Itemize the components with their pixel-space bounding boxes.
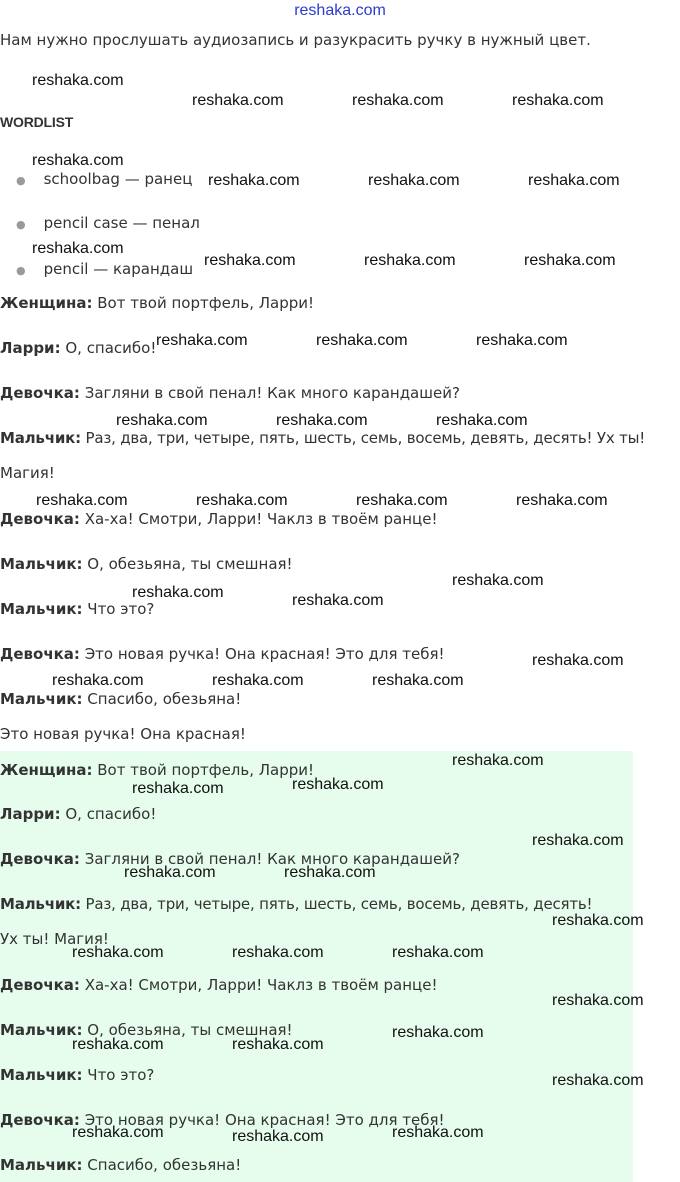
wordlist-heading: WORDLIST [0, 114, 74, 130]
site-title[interactable]: reshaka.com [294, 2, 386, 19]
answer-line: Это новая ручка! Она красная! [0, 725, 246, 743]
watermark: reshaka.com [532, 832, 624, 849]
speaker: Девочка: [0, 976, 80, 994]
watermark: reshaka.com [36, 492, 128, 509]
line-text: Загляни в свой пенал! Как много карандашей? [79, 384, 460, 402]
speaker: Ларри: [0, 805, 61, 823]
wordlist-item-text: pencil — карандаш [43, 260, 194, 278]
dialogue-line [0, 645, 445, 663]
answer-dialogue-continuation: Ух ты! Магия! [0, 930, 109, 948]
speaker: Девочка: [0, 645, 80, 663]
watermark: reshaka.com [196, 492, 288, 509]
dialogue-line [0, 555, 293, 573]
line-text: Вот твой портфель, Ларри! [92, 294, 315, 312]
watermark: reshaka.com [32, 152, 124, 169]
watermark: reshaka.com [452, 752, 544, 769]
watermark: reshaka.com [528, 172, 620, 189]
line-text: Спасибо, обезьяна! [82, 1156, 242, 1174]
watermark: reshaka.com [512, 92, 604, 109]
dialogue-line-continuation: Магия! [0, 464, 55, 482]
watermark: reshaka.com [72, 944, 164, 961]
speaker: Мальчик: [0, 429, 81, 447]
wordlist-item [16, 170, 192, 188]
watermark: reshaka.com [292, 776, 384, 793]
bullet-icon: ● [16, 174, 26, 187]
line-text: Раз, два, три, четыре, пять, шесть, семь, восемь, девять, десять! [80, 895, 593, 913]
speaker: Мальчик: [0, 690, 83, 708]
wordlist-item-text: schoolbag — ранец [43, 170, 193, 188]
watermark: reshaka.com [208, 172, 300, 189]
line-text: Вот твой портфель, Ларри! [92, 761, 315, 779]
watermark: reshaka.com [72, 1124, 164, 1141]
watermark: reshaka.com [476, 332, 568, 349]
wordlist-item [16, 214, 200, 232]
watermark: reshaka.com [192, 92, 284, 109]
bullet-icon: ● [16, 264, 26, 277]
line-text: О, обезьяна, ты смешная! [82, 1021, 293, 1039]
watermark: reshaka.com [524, 252, 616, 269]
answer-dialogue-line [0, 976, 438, 994]
watermark: reshaka.com [232, 1128, 324, 1145]
watermark: reshaka.com [132, 780, 224, 797]
watermark: reshaka.com [32, 240, 124, 257]
watermark: reshaka.com [292, 592, 384, 609]
watermark: reshaka.com [204, 252, 296, 269]
watermark: reshaka.com [132, 584, 224, 601]
line-text: Что это? [82, 600, 155, 618]
watermark: reshaka.com [284, 864, 376, 881]
watermark: reshaka.com [392, 944, 484, 961]
dialogue-line [0, 600, 154, 618]
speaker: Женщина: [0, 761, 93, 779]
watermark: reshaka.com [316, 332, 408, 349]
watermark: reshaka.com [552, 1072, 644, 1089]
speaker: Мальчик: [0, 1156, 83, 1174]
watermark: reshaka.com [156, 332, 248, 349]
speaker: Мальчик: [0, 600, 83, 618]
watermark: reshaka.com [364, 252, 456, 269]
dialogue-line [0, 339, 156, 357]
line-text: Ха-ха! Смотри, Ларри! Чаклз в твоём ранце! [79, 976, 438, 994]
answer-dialogue-line [0, 761, 314, 779]
answer-dialogue-line [0, 805, 156, 823]
watermark: reshaka.com [352, 92, 444, 109]
bullet-icon: ● [16, 218, 26, 231]
watermark: reshaka.com [276, 412, 368, 429]
answer-dialogue-line [0, 895, 592, 913]
watermark: reshaka.com [52, 672, 144, 689]
intro-text: Нам нужно прослушать аудиозапись и разукрасить ручку в нужный цвет. [0, 31, 591, 49]
dialogue-line [0, 384, 460, 402]
watermark: reshaka.com [368, 172, 460, 189]
speaker: Девочка: [0, 1111, 80, 1129]
answer-dialogue-line [0, 1111, 445, 1129]
line-text: Это новая ручка! Она красная! Это для тебя! [79, 1111, 445, 1129]
watermark: reshaka.com [552, 912, 644, 929]
line-text: Ха-ха! Смотри, Ларри! Чаклз в твоём ранце! [79, 510, 438, 528]
line-text: Раз, два, три, четыре, пять, шесть, семь, восемь, девять, десять! Ух ты! [80, 429, 646, 447]
watermark: reshaka.com [32, 72, 124, 89]
dialogue-line [0, 510, 438, 528]
speaker: Мальчик: [0, 895, 81, 913]
answer-dialogue-line [0, 850, 460, 868]
watermark: reshaka.com [372, 672, 464, 689]
line-text: О, обезьяна, ты смешная! [82, 555, 293, 573]
watermark: reshaka.com [232, 944, 324, 961]
line-text: О, спасибо! [60, 805, 157, 823]
dialogue-line [0, 429, 645, 447]
line-text: Это новая ручка! Она красная! Это для тебя! [79, 645, 445, 663]
speaker: Мальчик: [0, 1066, 83, 1084]
wordlist-item [16, 260, 193, 278]
speaker: Мальчик: [0, 1021, 83, 1039]
speaker: Девочка: [0, 850, 80, 868]
line-text: Что это? [82, 1066, 155, 1084]
speaker: Женщина: [0, 294, 93, 312]
watermark: reshaka.com [392, 1124, 484, 1141]
answer-dialogue-line [0, 1156, 241, 1174]
dialogue-line [0, 294, 314, 312]
watermark: reshaka.com [116, 412, 208, 429]
line-text: Спасибо, обезьяна! [82, 690, 242, 708]
watermark: reshaka.com [356, 492, 448, 509]
watermark: reshaka.com [212, 672, 304, 689]
watermark: reshaka.com [232, 1036, 324, 1053]
line-text: О, спасибо! [60, 339, 157, 357]
dialogue-line [0, 690, 241, 708]
speaker: Девочка: [0, 510, 80, 528]
speaker: Мальчик: [0, 555, 83, 573]
wordlist-item-text: pencil case — пенал [43, 214, 200, 232]
speaker: Девочка: [0, 384, 80, 402]
line-text: Загляни в свой пенал! Как много карандашей? [79, 850, 460, 868]
watermark: reshaka.com [72, 1036, 164, 1053]
watermark: reshaka.com [552, 992, 644, 1009]
speaker: Ларри: [0, 339, 61, 357]
watermark: reshaka.com [392, 1024, 484, 1041]
answer-dialogue-line [0, 1066, 154, 1084]
watermark: reshaka.com [124, 864, 216, 881]
watermark: reshaka.com [436, 412, 528, 429]
watermark: reshaka.com [516, 492, 608, 509]
watermark: reshaka.com [452, 572, 544, 589]
watermark: reshaka.com [532, 652, 624, 669]
